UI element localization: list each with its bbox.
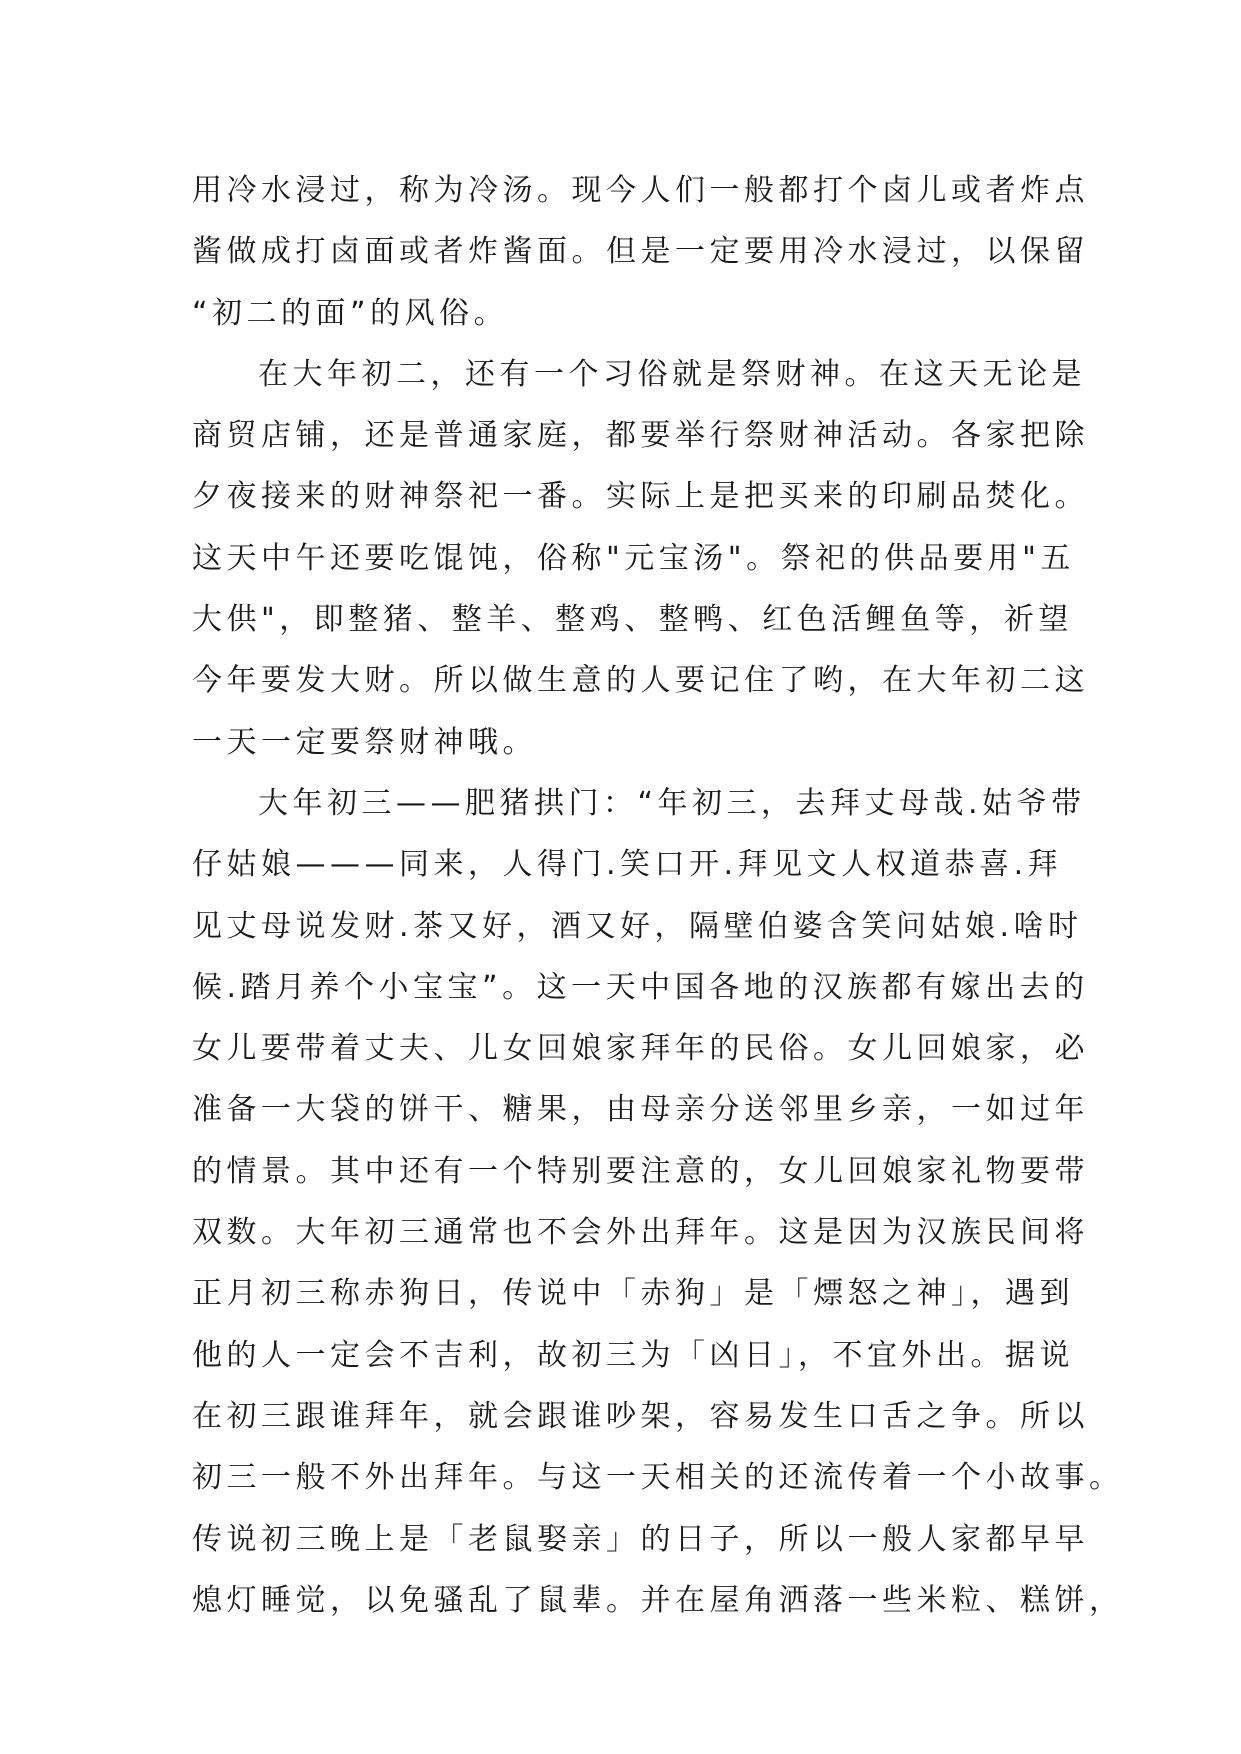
text-line: 准备一大袋的饼干、糖果，由母亲分送邻里乡亲，一如过年 [192,1092,1089,1128]
text-line: 女儿要带着丈夫、儿女回娘家拜年的民俗。女儿回娘家，必 [192,1031,1089,1067]
paragraph-first-line: 在大年初二，还有一个习俗就是祭财神。在这天无论是 [258,356,1086,392]
text-line: 双数。大年初三通常也不会外出拜年。这是因为汉族民间将 [192,1215,1089,1251]
paragraph-first-line: 大年初三——肥猪拱门：“年初三，去拜丈母哉.姑爷带 [258,785,1086,821]
text-line: 正月初三称赤狗日，传说中「赤狗」是「熛怒之神」，遇到 [192,1276,1074,1312]
body-text [192,160,1124,1631]
text-line: “初二的面”的风俗。 [192,295,509,331]
text-line: 他的人一定会不吉利，故初三为「凶日」，不宜外出。据说 [192,1337,1074,1373]
text-line: 候.踏月养个小宝宝”。这一天中国各地的汉族都有嫁出去的 [192,969,1089,1005]
text-line: 商贸店铺，还是普通家庭，都要举行祭财神活动。各家把除 [192,418,1089,454]
text-line: 传说初三晚上是「老鼠娶亲」的日子，所以一般人家都早早 [192,1521,1089,1557]
text-line: 见丈母说发财.茶又好，酒又好，隔壁伯婆含笑问姑娘.啥时 [192,908,1083,944]
text-line: 今年要发大财。所以做生意的人要记住了哟，在大年初二这 [192,663,1089,699]
text-line: 大供"，即整猪、整羊、整鸡、整鸭、红色活鲤鱼等，祈望 [192,602,1073,638]
text-line: 一天一定要祭财神哦。 [192,724,537,760]
text-line: 夕夜接来的财神祭祀一番。实际上是把买来的印刷品焚化。 [192,479,1089,515]
text-line: 仔姑娘———同来，人得门.笑口开.拜见文人权道恭喜.拜 [192,847,1063,883]
text-line: 的情景。其中还有一个特别要注意的，女儿回娘家礼物要带 [192,1153,1089,1189]
text-line: 熄灯睡觉，以免骚乱了鼠辈。并在屋角洒落一些米粒、糕饼， [192,1582,1124,1618]
text-line: 酱做成打卤面或者炸酱面。但是一定要用冷水浸过，以保留 [192,234,1089,270]
text-line: 初三一般不外出拜年。与这一天相关的还流传着一个小故事。 [192,1460,1124,1496]
text-line: 在初三跟谁拜年，就会跟谁吵架，容易发生口舌之争。所以 [192,1398,1089,1434]
text-line: 这天中午还要吃馄饨，俗称"元宝汤"。祭祀的供品要用"五 [192,540,1075,576]
text-line: 用冷水浸过，称为冷汤。现今人们一般都打个卤儿或者炸点 [192,173,1089,208]
